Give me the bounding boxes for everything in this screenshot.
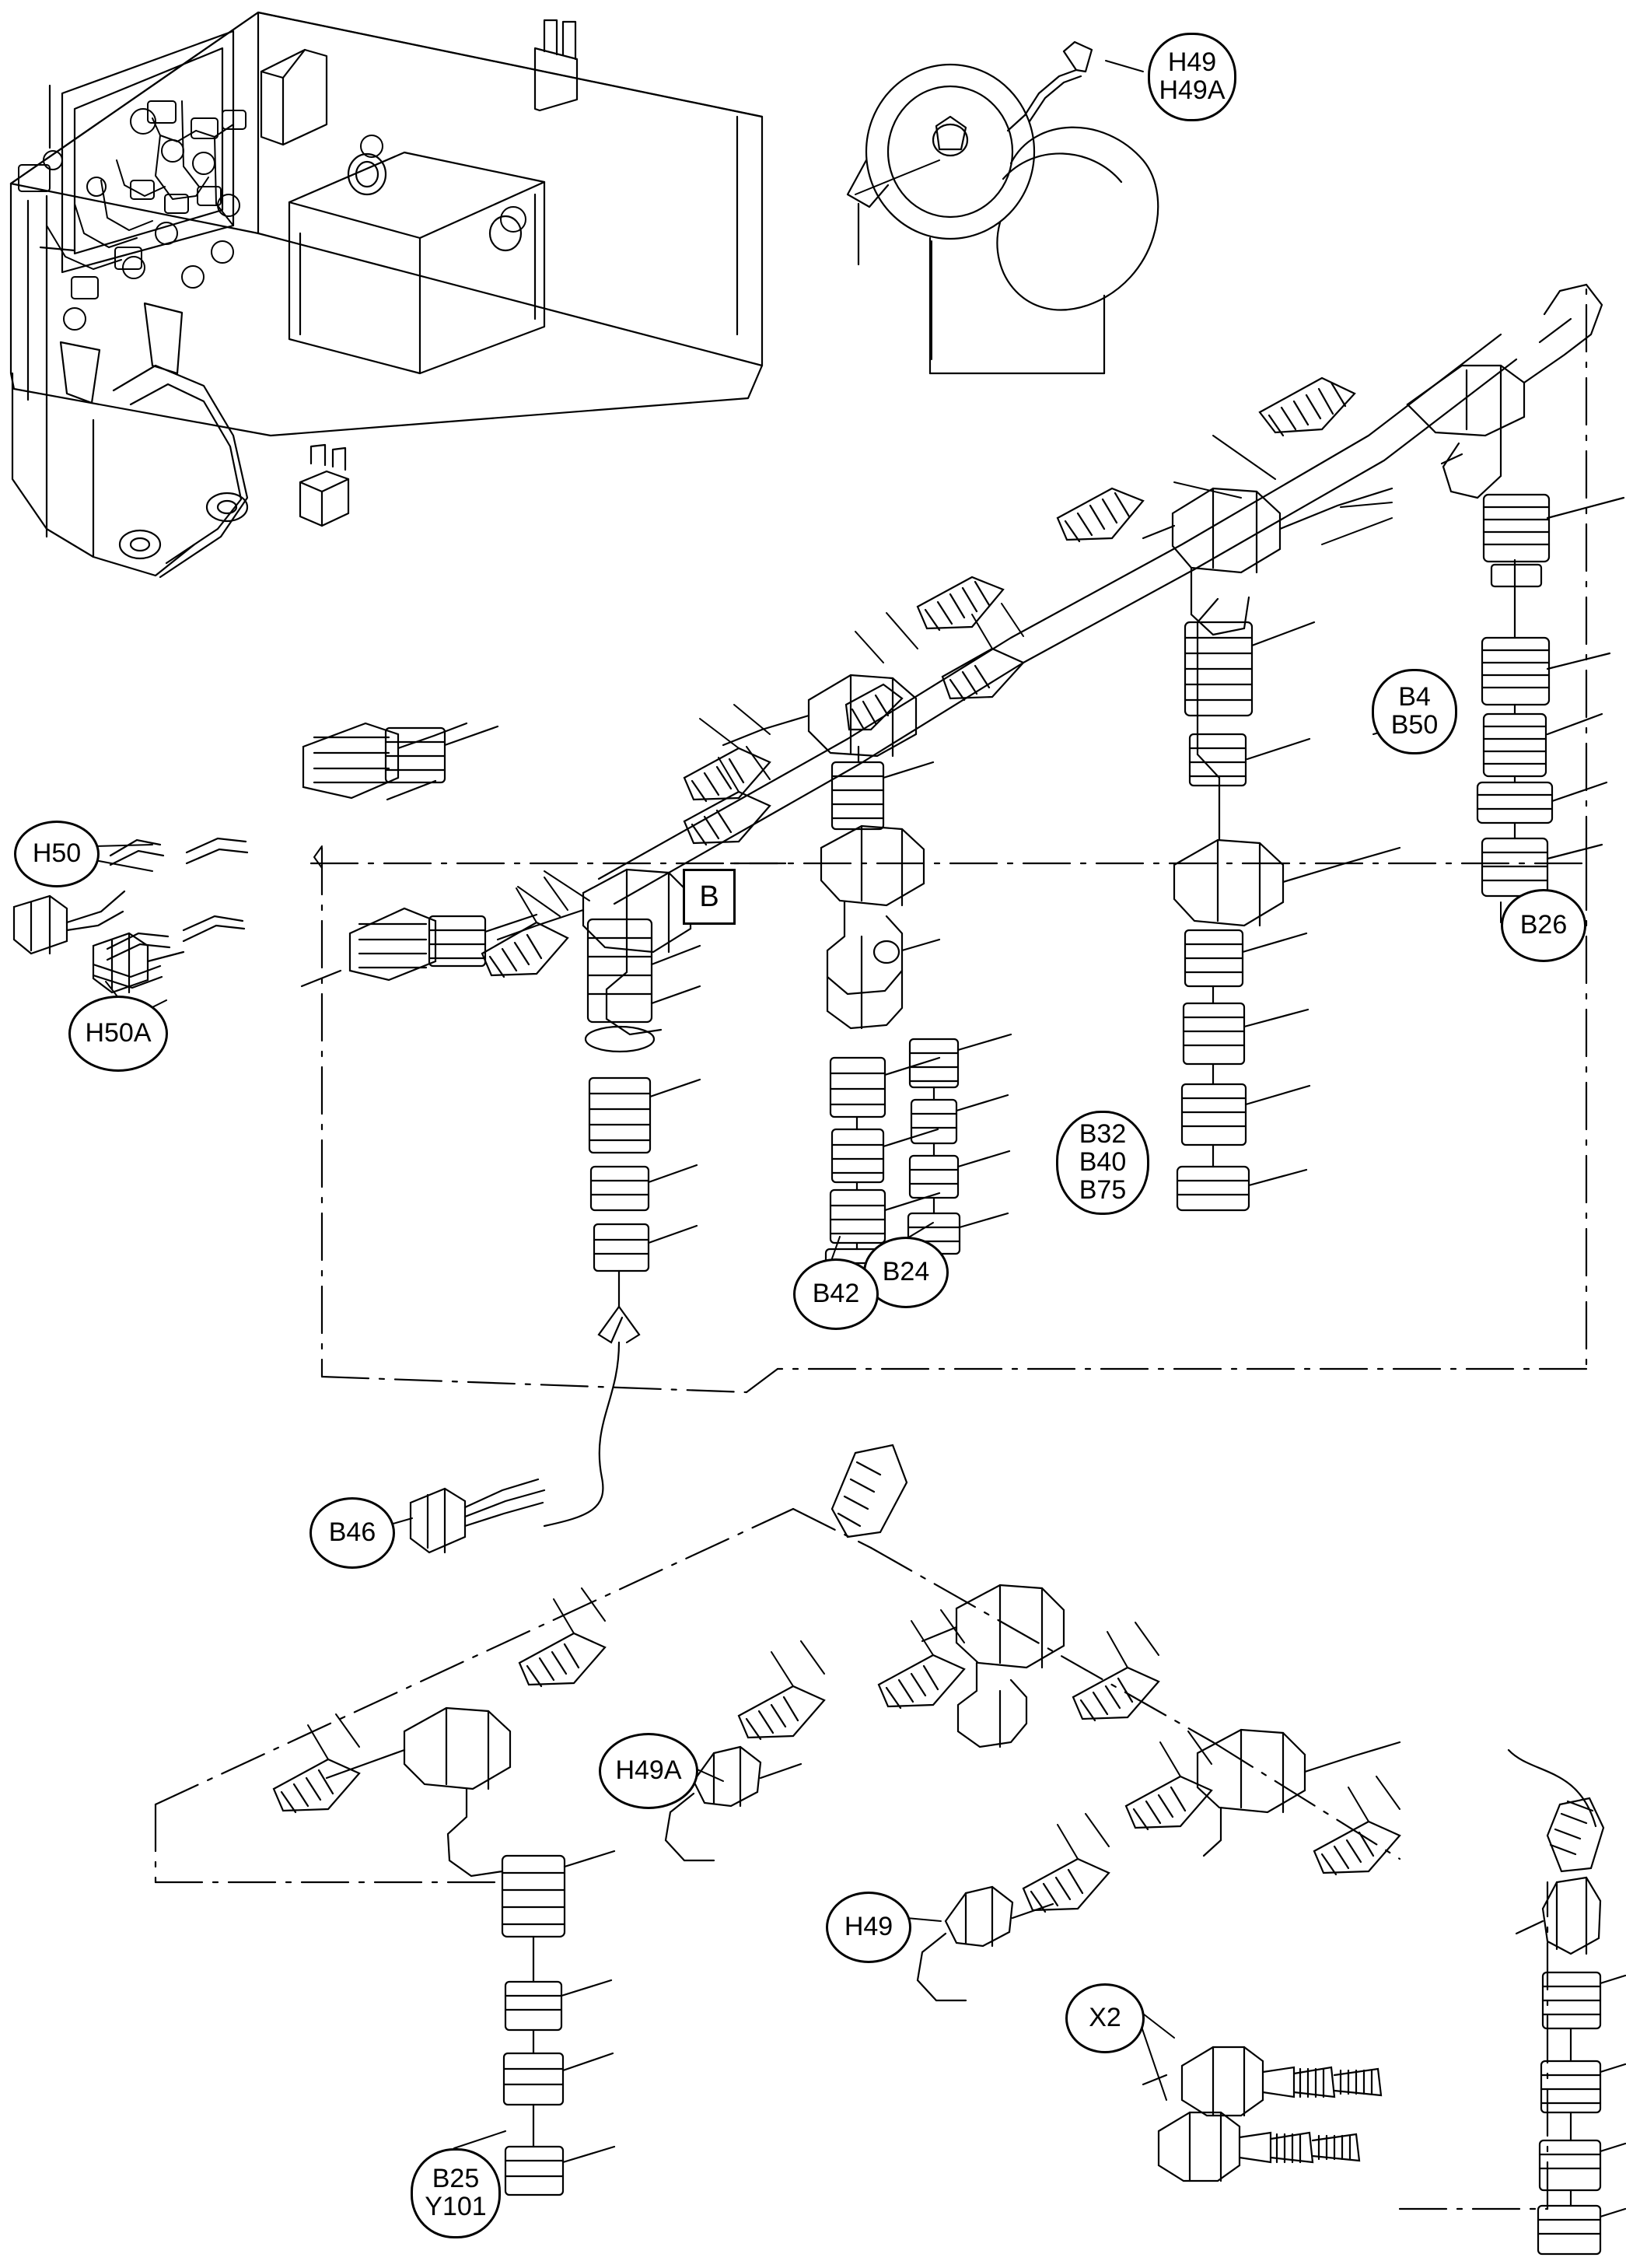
callout-line: X2	[1089, 2003, 1121, 2033]
harness-lower-run	[156, 1509, 1547, 2209]
callout-b25-y101[interactable]	[411, 2148, 501, 2238]
callout-line: H50	[32, 838, 82, 869]
section-label-b: B	[683, 869, 736, 925]
hose-lower-vert-1	[832, 1445, 907, 1537]
callout-line: B24	[882, 1257, 930, 1287]
fittings-group	[14, 61, 1625, 2254]
callout-b26[interactable]	[1501, 889, 1586, 962]
callout-line: B32	[1079, 1119, 1127, 1150]
hose-reel-assembly	[848, 42, 1158, 373]
callout-line: H49A	[1159, 75, 1226, 105]
fitting-elbow-top-right	[1407, 285, 1602, 498]
hose-lower-6	[1126, 1776, 1212, 1829]
elbow-h49-lower	[918, 1887, 1053, 2000]
column-b25-y101	[502, 1851, 614, 2195]
callout-line: B50	[1390, 710, 1439, 740]
fitting-stack-b26	[1477, 495, 1624, 896]
coupler-x2-upper	[1143, 2047, 1381, 2116]
tee-lower-center	[922, 1585, 1064, 1747]
leader-lines	[95, 61, 1501, 2148]
callout-b46[interactable]	[309, 1497, 395, 1569]
hose-lower-1	[274, 1759, 359, 1812]
column-lower-right	[1509, 1750, 1625, 2254]
tee-left-middle	[498, 870, 691, 1034]
coupler-x2-lower	[1159, 2112, 1359, 2181]
hose-lower-2	[519, 1633, 605, 1686]
stack-b32-b40-b75	[1177, 930, 1310, 1210]
tee-lower-left	[327, 1708, 510, 1876]
tee-center-right	[1143, 488, 1392, 635]
callout-line: H50A	[85, 1018, 152, 1048]
callout-line: B25	[432, 2164, 480, 2194]
tee-lower-right	[1198, 1730, 1400, 1856]
callout-h50[interactable]	[14, 821, 100, 887]
callout-b32-b40-b75[interactable]	[1056, 1111, 1149, 1215]
tee-b4-b50	[1174, 599, 1400, 926]
callout-line: B40	[1079, 1147, 1127, 1178]
hose-ribbed-mid-1	[684, 748, 770, 801]
valve-block-center	[821, 826, 939, 1028]
stack-center-ribbed	[832, 684, 933, 829]
cab-assembly-outline	[11, 12, 762, 577]
hose-ribbed-mid-2	[942, 649, 1023, 700]
callout-line: B4	[1398, 682, 1431, 712]
hose-ribbed-upper-1	[1260, 378, 1355, 436]
hose-lower-3	[879, 1655, 964, 1708]
callout-line: B26	[1519, 910, 1568, 940]
hose-ribbed-upper-2	[1058, 488, 1143, 541]
callout-h49-h49a-top[interactable]	[1148, 33, 1236, 121]
callout-line: B42	[812, 1279, 860, 1309]
hose-ribbed-upper-3	[918, 577, 1003, 630]
callout-h49-lower[interactable]	[826, 1892, 911, 1963]
column-b46	[544, 919, 700, 1526]
column-b24	[908, 1034, 1011, 1254]
harness-upper-run	[311, 280, 1586, 1392]
callout-line: B75	[1079, 1174, 1127, 1205]
callout-h49a-lower[interactable]	[599, 1733, 698, 1809]
callout-h50a[interactable]	[68, 996, 168, 1072]
hose-lower-7	[1314, 1822, 1400, 1874]
cab-harness-detail	[19, 101, 526, 330]
hose-lower-8	[1023, 1859, 1109, 1912]
callout-line: B46	[328, 1517, 376, 1548]
fitting-left-pair	[303, 723, 498, 800]
callout-line: Y101	[425, 2192, 487, 2221]
callout-x2[interactable]	[1065, 1983, 1145, 2053]
hose-lower-5	[1073, 1668, 1159, 1720]
callout-line: H49	[844, 1912, 893, 1942]
hose-lower-4	[739, 1686, 824, 1739]
callout-line: H49	[1167, 47, 1217, 78]
callout-line: H49A	[615, 1755, 682, 1786]
callout-b42[interactable]	[793, 1258, 879, 1330]
callout-b4-b50[interactable]	[1372, 669, 1457, 754]
